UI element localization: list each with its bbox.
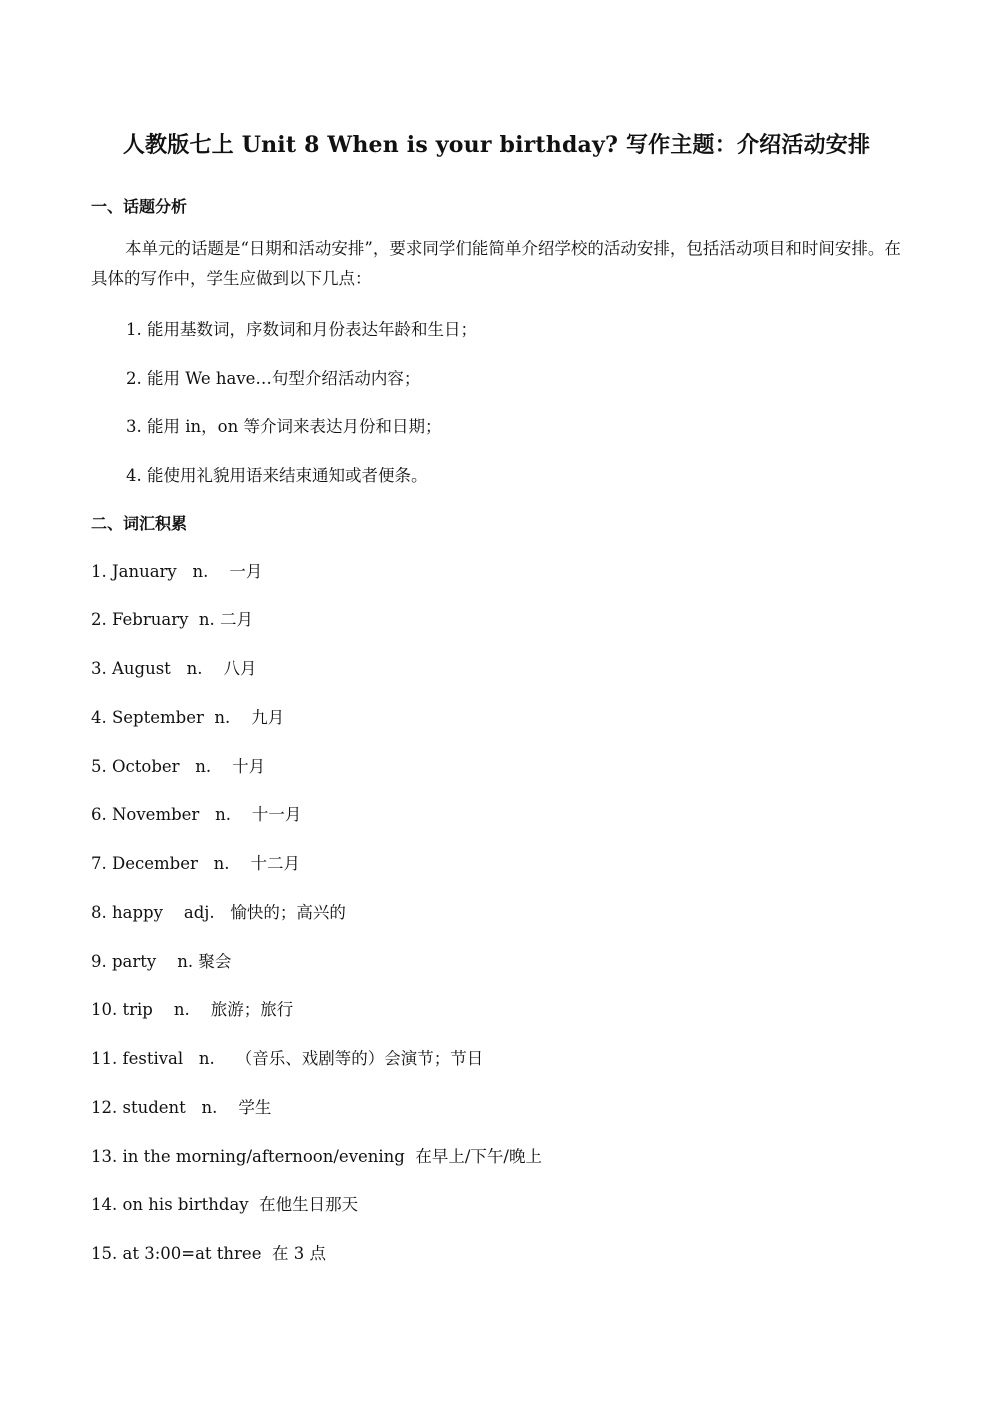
vocab-word: 8. happy	[91, 903, 163, 922]
page-title: 人教版七上 Unit 8 When is your birthday? 写作主题：介绍活动安排	[122, 132, 871, 158]
vocab-meaning: 一月	[229, 562, 263, 581]
vocab-sep	[215, 1049, 236, 1068]
vocab-sep	[153, 1000, 174, 1019]
vocab-meaning: 十二月	[250, 854, 300, 873]
vocab-sep	[217, 1098, 238, 1117]
vocab-sep	[231, 805, 252, 824]
vocab-meaning: 学生	[238, 1098, 272, 1117]
vocab-word: 12. student	[91, 1098, 186, 1117]
vocab-sep	[211, 757, 232, 776]
vocab-word: 15. at 3:00=at three	[91, 1244, 262, 1263]
vocab-meaning: 十月	[232, 757, 266, 776]
vocab-sep	[249, 1195, 260, 1214]
vocab-pos: n.	[198, 610, 215, 629]
vocab-item	[91, 850, 300, 874]
vocab-item	[91, 704, 284, 728]
vocab-meaning: 九月	[251, 708, 285, 727]
point-item: 2. 能用 We have…句型介绍活动内容；	[126, 369, 421, 388]
vocab-sep	[180, 757, 196, 776]
vocab-item	[91, 558, 262, 582]
vocab-meaning: 聚会	[198, 952, 232, 971]
vocab-pos: n.	[214, 708, 231, 727]
vocab-sep	[163, 903, 184, 922]
vocab-word: 7. December	[91, 854, 198, 873]
vocab-pos: n.	[192, 562, 209, 581]
vocab-meaning: 旅游；旅行	[210, 1000, 294, 1019]
vocab-pos: n.	[177, 952, 194, 971]
vocab-pos: n.	[215, 805, 231, 824]
vocab-pos: n.	[201, 1098, 218, 1117]
vocab-pos: n.	[198, 1049, 215, 1068]
point-item: 1. 能用基数词，序数词和月份表达年龄和生日；	[126, 320, 477, 339]
section-heading-topic-analysis: 一、话题分析	[91, 197, 188, 216]
vocab-word: 13. in the morning/afternoon/evening	[91, 1147, 405, 1166]
vocab-item	[91, 1045, 483, 1069]
vocab-meaning: 十一月	[251, 805, 302, 824]
vocab-sep	[405, 1147, 416, 1166]
vocab-word: 5. October	[91, 757, 180, 776]
vocab-pos: n.	[195, 757, 212, 776]
vocab-pos: adj.	[183, 903, 215, 922]
vocab-sep	[156, 952, 177, 971]
vocab-word: 9. party	[91, 952, 157, 971]
vocab-word: 6. November	[91, 805, 200, 824]
vocab-meaning: （音乐、戏剧等的）会演节；节日	[235, 1049, 484, 1068]
vocab-item	[91, 1094, 271, 1118]
vocab-sep	[183, 1049, 199, 1068]
vocab-word: 2. February	[91, 610, 189, 629]
vocab-meaning: 愉快的；高兴的	[230, 903, 346, 922]
vocab-meaning: 在 3 点	[271, 1244, 326, 1263]
vocab-item	[91, 1240, 326, 1264]
vocab-item	[91, 753, 265, 777]
vocab-sep	[186, 1098, 202, 1117]
topic-paragraph: 本单元的话题是“日期和活动安排”，要求同学们能简单介绍学校的活动安排，包括活动项目和时间安排。在具体的写作中，学生应做到以下几点：	[91, 239, 901, 288]
vocab-sep	[188, 610, 199, 629]
vocab-word: 11. festival	[91, 1049, 184, 1068]
section-heading-vocabulary: 二、词汇积累	[91, 514, 188, 533]
vocab-word: 4. September	[91, 708, 204, 727]
vocab-sep	[208, 562, 229, 581]
vocab-meaning: 在他生日那天	[259, 1195, 359, 1214]
vocab-word: 10. trip	[91, 1000, 153, 1019]
vocab-sep	[215, 903, 231, 922]
vocab-sep	[204, 708, 215, 727]
vocab-sep	[177, 562, 193, 581]
vocab-meaning: 二月	[220, 610, 254, 629]
vocab-item	[91, 1191, 358, 1215]
vocab-item	[91, 948, 231, 972]
vocab-meaning: 八月	[223, 659, 257, 678]
vocab-sep	[229, 854, 250, 873]
vocab-sep	[198, 854, 214, 873]
vocab-item	[91, 1143, 542, 1167]
point-item: 3. 能用 in，on 等介词来表达月份和日期；	[126, 417, 442, 436]
vocab-item	[91, 899, 346, 923]
vocab-sep	[261, 1244, 272, 1263]
point-item: 4. 能使用礼貌用语来结束通知或者便条。	[126, 466, 428, 485]
vocab-item	[91, 996, 293, 1020]
vocab-word: 1. January	[91, 562, 177, 581]
vocab-item	[91, 801, 301, 825]
vocab-word: 3. August	[91, 659, 171, 678]
vocab-sep	[199, 805, 215, 824]
vocab-pos: n.	[186, 659, 203, 678]
vocab-sep	[230, 708, 251, 727]
vocab-pos: n.	[173, 1000, 190, 1019]
vocab-sep	[190, 1000, 211, 1019]
vocab-pos: n.	[213, 854, 230, 873]
vocab-item	[91, 606, 253, 630]
vocab-meaning: 在早上/下午/晚上	[415, 1147, 542, 1166]
vocab-word: 14. on his birthday	[91, 1195, 249, 1214]
vocab-sep	[171, 659, 187, 678]
vocab-sep	[202, 659, 223, 678]
vocab-item	[91, 655, 256, 679]
